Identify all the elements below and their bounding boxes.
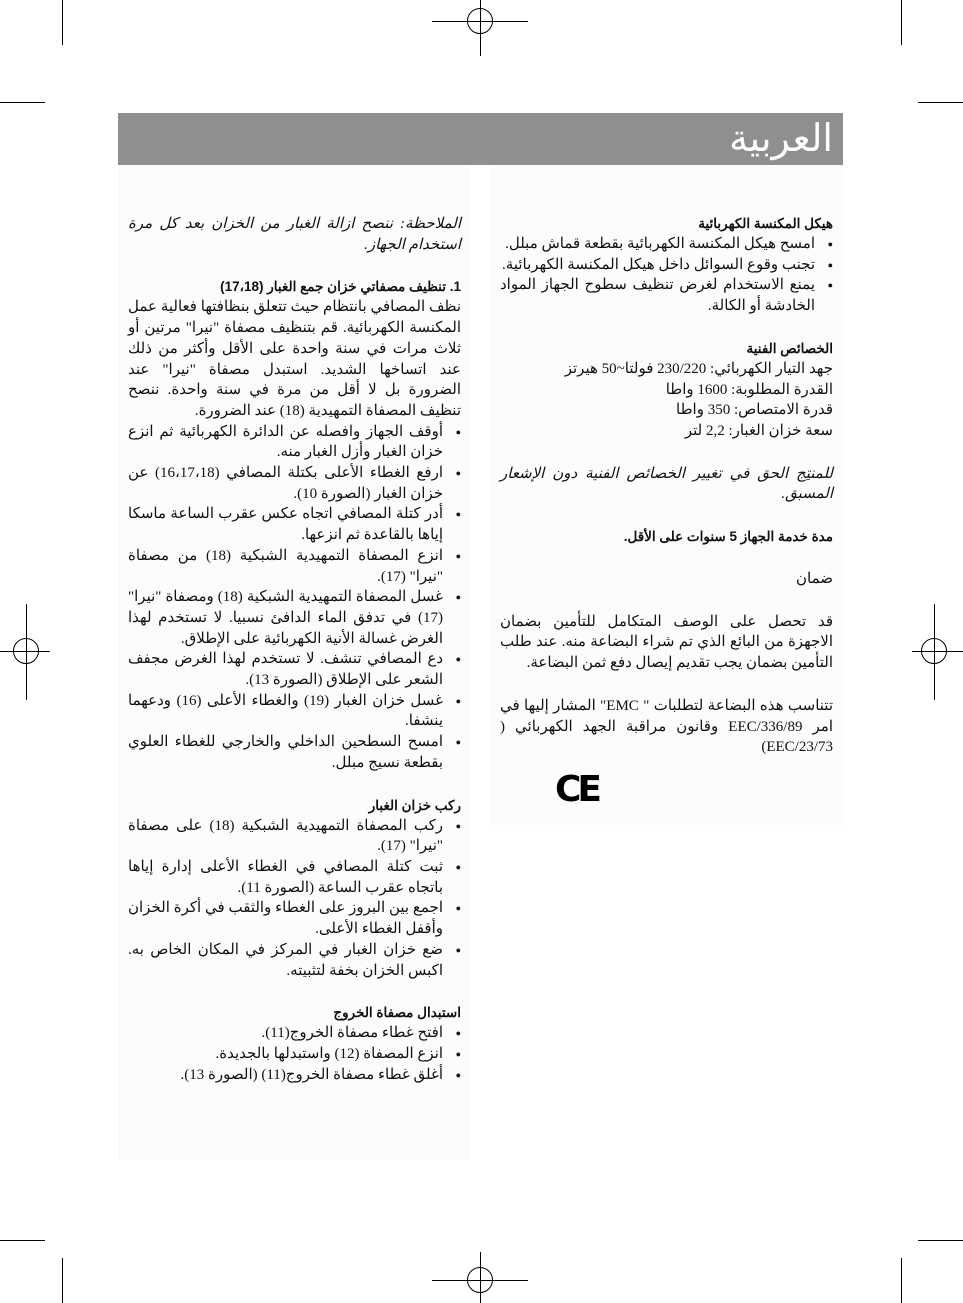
body-heading: هيكل المكنسة الكهربائية [698,216,833,231]
registration-crosshair [934,604,935,700]
crop-mark [918,102,963,103]
list-item: ● أدر كتلة المصافي اتجاه عكس عقرب الساعة ماسكا إياها بالقاعدة ثم انزعها. [128,504,443,545]
list-item: ● امسح السطحين الداخلي والخارجي للغطاء العلوي بقطعة نسيج مبلل. [128,732,443,773]
crop-mark [62,1258,63,1303]
crop-mark [0,1240,45,1241]
list-item: ● امسح هيكل المكنسة الكهربائية بقطعة قماش مبلل. [500,234,815,255]
change-notice: للمنتِج الحق في تغيير الخصائص الفنية دون الإشعار المسبق. [500,465,833,503]
emc-text: تتناسب هذه البضاعة لتطلبات " EMC" المشار إليها في امر EEC/336/89 وقانون مراقبة الجهد الكهربائي ( EEC/23/73) [500,697,833,756]
list-item: ● اجمع بين البروز على الغطاء والثقب في أكرة الخزان وأقفل الغطاء الأعلى. [128,898,443,939]
list-item: ● ثبت كتلة المصافي في الغطاء الأعلى إدارة إياها باتجاه عقرب الساعة (الصورة 11). [128,857,443,898]
list-item: ● غسل المصفاة التمهيدية الشبكية (18) ومصفاة "نيرا" (17) في تدفق الماء الدافئ نسبيا. لا تستخدم لهذا الغرض غسالة الأنية الكهربائية على الإطلاق. [128,587,443,649]
list-item: ● ركب المصفاة التمهيدية الشبكية (18) على مصفاة "نيرا" (17). [128,816,443,857]
list-item: ● انزع المصفاة (12) واستبدلها بالجديدة. [128,1044,443,1065]
section-paragraph: نظف المصافي بانتظام حيث تتعلق بنظافتها فعالية عمل المكنسة الكهربائية. قم بتنظيف مصفاة "نيرا" مرتين أو ثلاث مرات في سنة واحدة على الأقل وأكثر من ذلك عند اتساخها الشديد. استبدل مصفاة "نيرا" عند الضرورة بل لا أقل من مرة في سنة واحدة. ننصح تنظيف المصفاة التمهيدية (18) عند الضرورة. [128,299,461,419]
right-column [500,214,833,758]
warranty-label: ضمان [796,571,833,588]
list-item: ● ضع خزان الغبار في المركز في المكان الخاص به. اكبس الخزان بخفة لتثبيته. [128,940,443,981]
specs-heading: الخصائص الفنية [746,340,833,356]
spec-line: قدرة الامتصاص: 350 واطا [676,402,833,419]
list-item: ● افتح غطاء مصفاة الخروج(11). [128,1023,443,1044]
filter-cleaning-list [128,422,461,774]
section-heading-filters: 1. تنظيف مصفاتي خزان جمع الغبار (17،18) [220,279,461,295]
ce-mark: CE [555,769,599,810]
crop-mark [918,1240,963,1241]
exhaust-filter-list [128,1023,461,1085]
spec-line: جهد التيار الكهربائي: 230/220 فولتا~50 هيرتز [564,360,833,377]
crop-mark [901,0,902,45]
registration-crosshair [912,651,963,652]
registration-crosshair [480,1252,481,1303]
list-item: ● انزع المصفاة التمهيدية الشبكية (18) من مصفاة "نيرا" (17). [128,546,443,587]
list-item: ● يمنع الاستخدام لغرض تنظيف سطوح الجهاز المواد الخادشة أو الكالة. [500,275,815,316]
left-column [128,214,461,1085]
section-heading-assembly: ركب خزان الغبار [368,797,461,813]
assembly-list [128,816,461,982]
registration-crosshair [26,604,27,700]
list-item: ● أغلق غطاء مصفاة الخروج(11) (الصورة 13). [128,1065,443,1086]
list-item: ● دع المصافي تنشف. لا تستخدم لهذا الغرض مجفف الشعر على الإطلاق (الصورة 13). [128,649,443,690]
crop-mark [62,0,63,45]
crop-mark [0,102,45,103]
note-text: الملاحظة: ننصح ازالة الغبار من الخزان بعد كل مرة استخدام الجهاز. [128,216,461,253]
registration-crosshair [0,651,50,652]
list-item: ● غسل خزان الغبار (19) والغطاء الأعلى (16) ودعهما ينشفا. [128,691,443,732]
spec-line: القدرة المطلوبة: 1600 واطا [665,381,833,398]
spec-line: سعة خزان الغبار: 2,2 لتر [684,422,833,439]
list-item: ● أوقف الجهاز وافصله عن الدائرة الكهربائية ثم انزع خزان الغبار وأزل الغبار منه. [128,422,443,463]
section-heading-exhaust-filter: استبدال مصفاة الخروج [333,1005,461,1021]
list-item: ● تجنب وقوع السوائل داخل هيكل المكنسة الكهربائية. [500,255,815,276]
list-item: ● ارفع الغطاء الأعلى بكتلة المصافي (16،17،18) عن خزان الغبار (الصورة 10). [128,463,443,504]
service-life-heading: مدة خدمة الجهاز 5 سنوات على الأقل. [623,529,833,545]
language-header-bar [118,113,843,165]
body-care-list [500,234,833,317]
page-title: العربية [729,116,833,160]
crop-mark [901,1258,902,1303]
registration-crosshair [480,0,481,56]
warranty-text: قد تحصل على الوصف المتكامل للتأمين بضمان الاجهزة من البائع الذي تم شراء البضاعة منه. عند طلب التأمين بضمان يجب تقديم إيصال دفع ثمن البضاعة. [500,613,833,672]
